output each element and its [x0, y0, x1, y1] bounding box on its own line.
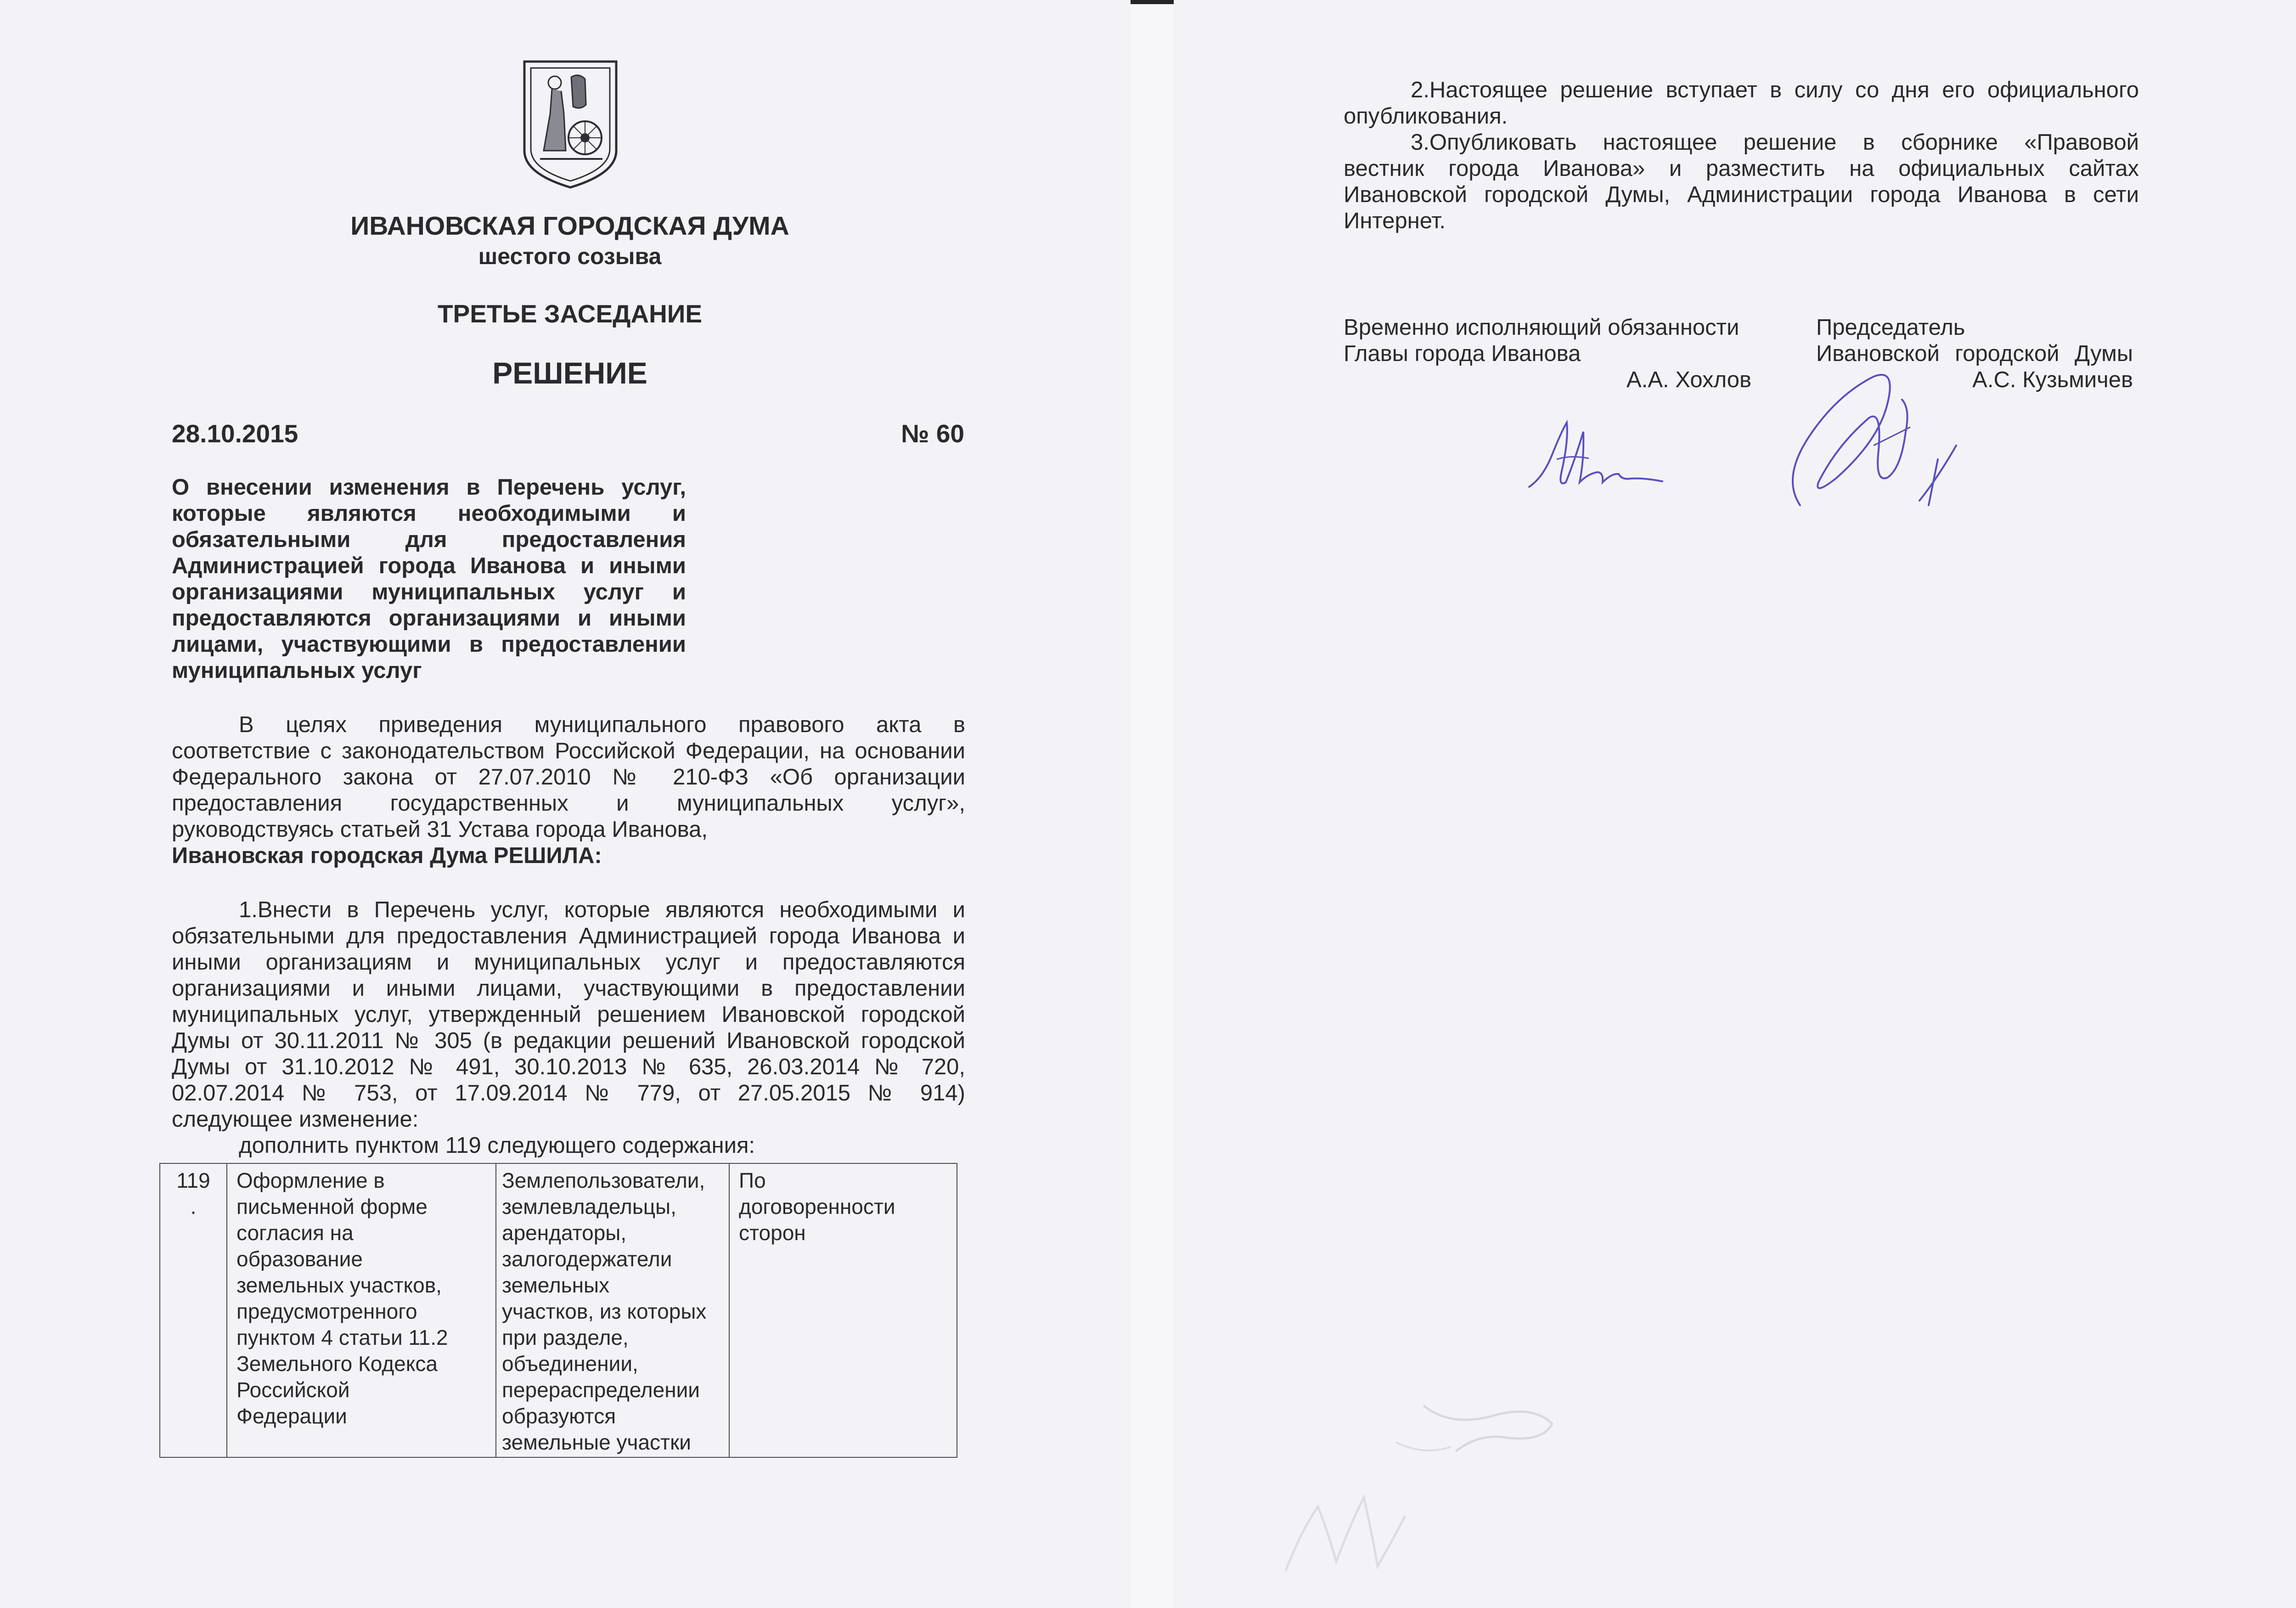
decision-number: № 60 — [901, 419, 964, 448]
signatory-right-title: Председатель — [1816, 315, 1965, 340]
service-cell: Оформление в письменной форме согласия на образование земельных участков, предусмотренного пунктом 4 статьи 11.2 Земельного Кодекса Российской Федерации — [227, 1163, 496, 1457]
council-name: ИВАНОВСКАЯ ГОРОДСКАЯ ДУМА — [350, 211, 789, 241]
resolved-line: Ивановская городская Дума РЕШИЛА: — [172, 843, 602, 868]
signatory-left-title: Временно исполняющий обязанности — [1344, 315, 1739, 340]
preamble: В целях приведения муниципального правового акта в соответствие с законодательством Российской Федерации, на основании Федерального закона от 27.07.2010 № 210-ФЗ «Об организации предоставления государственных и муниципальных услуг», руководствуясь статьей 31 Устава города Иванова, Ивановская городская Дума РЕШИЛА: — [172, 712, 965, 868]
signatory-right: Председатель Ивановской городской Думы А.С. Кузьмичев — [1816, 315, 2133, 392]
item-2: 2.Настоящее решение вступает в силу со дня его официального опубликования. — [1344, 78, 2139, 129]
faint-stamp-icon — [1258, 1387, 1580, 1585]
session-title: ТРЕТЬЕ ЗАСЕДАНИЕ — [437, 299, 703, 328]
page-two — [1174, 0, 2296, 1608]
scan-edge — [1131, 0, 1174, 4]
signatory-right-name: А.С. Кузьмичев — [1972, 367, 2133, 392]
signature-khokhlov-icon — [1525, 404, 1671, 501]
item-1: 1.Внести в Перечень услуг, которые являются необходимыми и обязательными для предоставления Администрацией города Иванова и иными организациям и муниципальных услуг и предоставляются организациями и иными лицами, участвующими в предоставлении муниципальных услуг, утвержденный решением Ивановской городской Думы от 30.11.2011 № 305 (в редакции решений Ивановской городской Думы от 31.10.2012 № 491, 30.10.2013 № 635, 26.03.2014 № 720, 02.07.2014 № 753, от 17.09.2014 № 779, от 27.05.2015 № 914) следующее изменение: дополнить пунктом 119 следующего содержания: — [172, 897, 965, 1158]
item-3: 3.Опубликовать настоящее решение в сборнике «Правовой вестник города Иванова» и разместить на официальных сайтах Ивановской городской Думы, Администрации города Иванова в сети Интернет. — [1344, 130, 2139, 233]
signatory-left: Временно исполняющий обязанности Главы города Иванова А.А. Хохлов — [1344, 315, 1751, 392]
services-table — [159, 1163, 957, 1458]
table-row — [160, 1163, 957, 1457]
addition-intro: дополнить пунктом 119 следующего содержания: — [239, 1133, 755, 1158]
signature-kuzmichev-icon — [1782, 363, 1975, 537]
signatory-left-name: А.А. Хохлов — [1626, 367, 1751, 392]
document-type: РЕШЕНИЕ — [492, 356, 647, 390]
row-number-cell: 119 . — [160, 1163, 227, 1457]
payment-cell: По договоренности сторон — [729, 1163, 957, 1457]
decision-date: 28.10.2015 — [172, 419, 298, 448]
decision-subject: О внесении изменения в Перечень услуг, которые являются необходимыми и обязательными для предоставления Администрацией города Иванова и иными организациями муниципальных услуг и предоставляются организациями и иными лицами, участвующими в предоставлении муниципальных услуг — [172, 475, 686, 683]
ivanovo-coat-of-arms-icon — [522, 59, 619, 190]
convocation: шестого созыва — [478, 243, 662, 269]
page-gap — [1131, 0, 1174, 1608]
recipients-cell: Землепользователи, землевладельцы, арендаторы, залогодержатели земельных участков, из которых при разделе, объединении, перераспределении образуются земельные участки — [496, 1163, 729, 1457]
